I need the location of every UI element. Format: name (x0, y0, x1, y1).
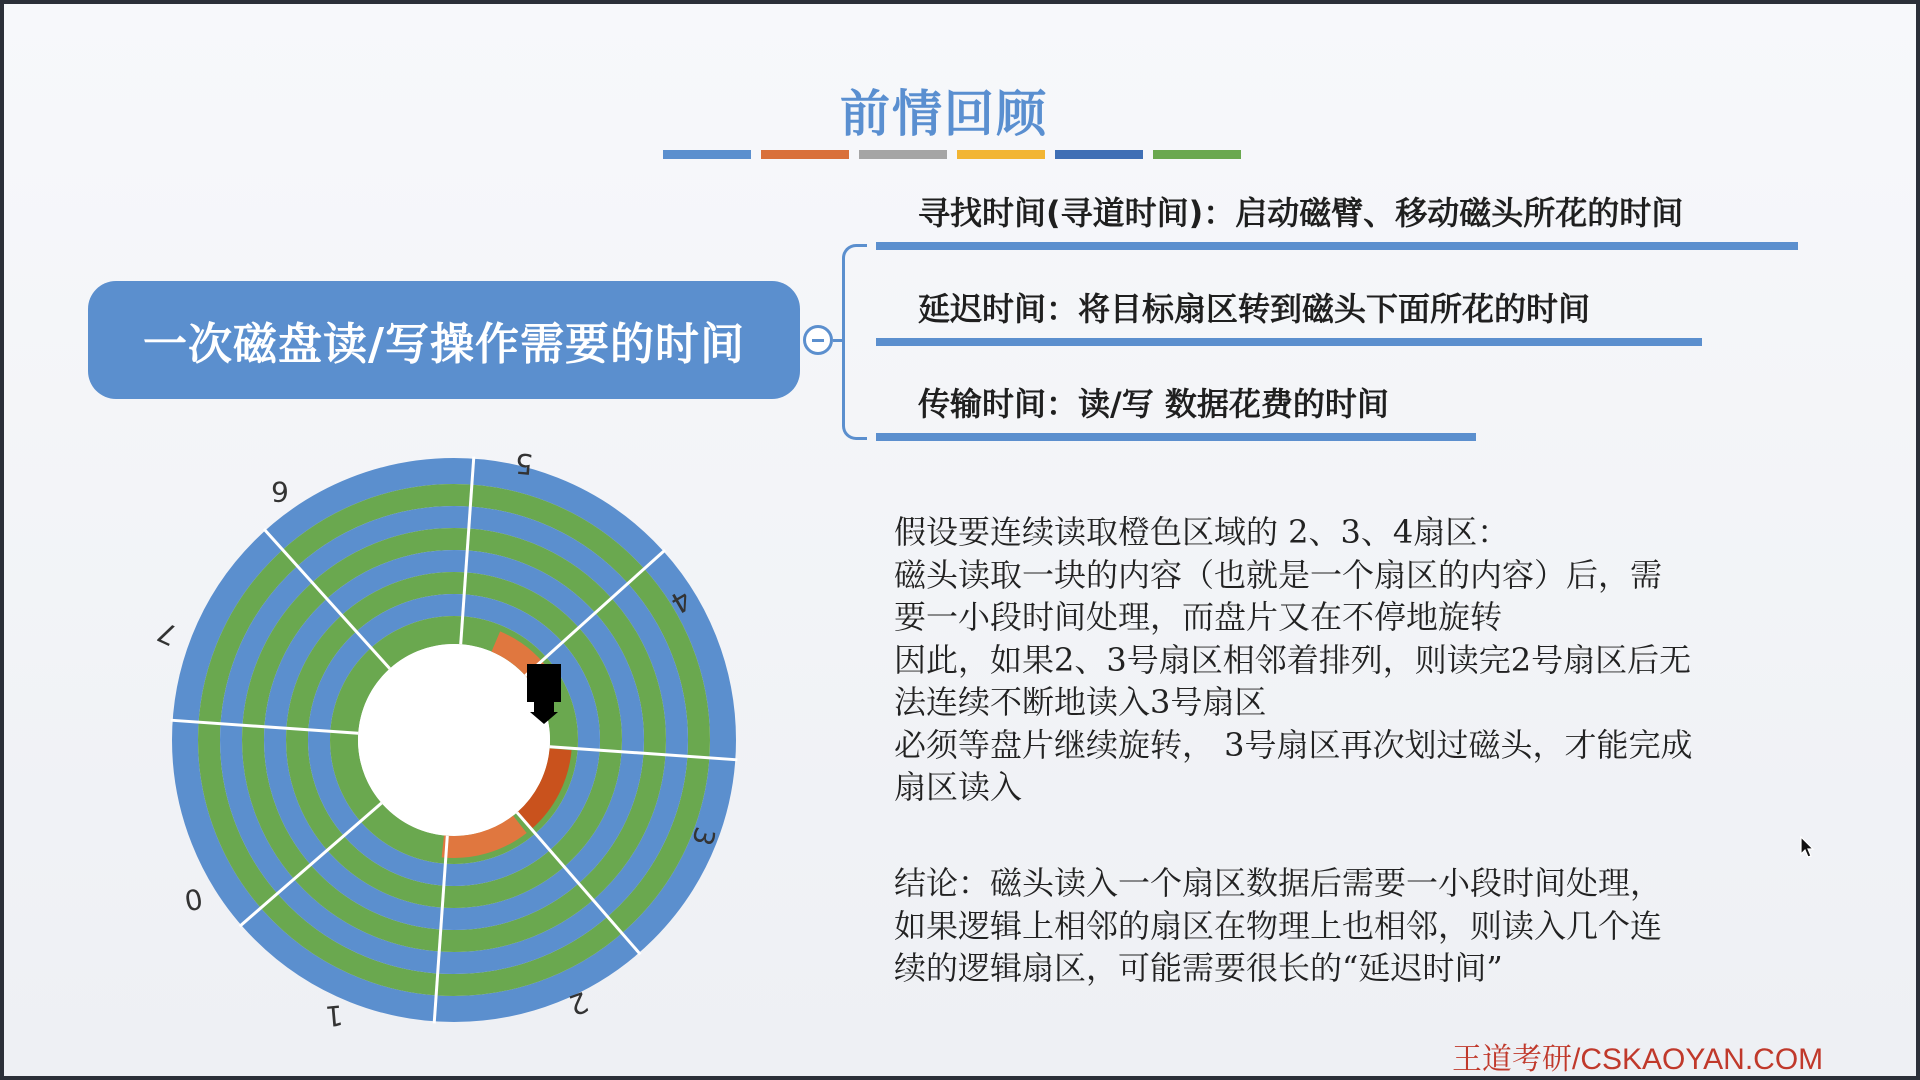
branch-line-3 (876, 433, 1476, 441)
para-line: 因此，如果2、3号扇区相邻着排列，则读完2号扇区后无 (894, 640, 1692, 679)
branch-seek-time: 寻找时间(寻道时间)：启动磁臂、移动磁头所花的时间 (918, 194, 1684, 232)
disk-rings (185, 471, 723, 1009)
para-line: 假设要连续读取橙色区域的 2、3、4扇区： (894, 513, 1510, 551)
main-topic-box (88, 281, 800, 399)
para-line: 要一小段时间处理，而盘片又在不停地旋转 (894, 598, 1503, 636)
main-topic-text: 一次磁盘读/写操作需要的时间 (142, 319, 746, 370)
slide (4, 4, 1916, 1076)
disk-svg (154, 440, 754, 1040)
branch-transfer-time: 传输时间：读/写 数据花费的时间 (918, 385, 1389, 423)
para-line: 如果逻辑上相邻的扇区在物理上也相邻，则读入几个连 (894, 906, 1663, 945)
explanation-paragraph (894, 511, 1794, 809)
color-segment-5 (1055, 150, 1143, 159)
mindmap-bracket (842, 244, 867, 440)
color-segment-6 (1153, 150, 1241, 159)
para-line: 必须等盘片继续旋转， 3号扇区再次划过磁头，才能完成 (894, 725, 1693, 764)
color-segment-1 (663, 150, 751, 159)
para-line: 扇区读入 (894, 768, 1023, 806)
sector-label-0: 0 (182, 882, 206, 919)
disk-hub (358, 644, 550, 836)
para-line: 续的逻辑扇区，可能需要很长的“延迟时间” (894, 949, 1503, 987)
mouse-cursor-icon (1800, 836, 1816, 860)
color-segment-4 (957, 150, 1045, 159)
branch-line-1 (876, 242, 1798, 250)
sector-label-4: 4 (664, 582, 697, 621)
sector-label-6: 6 (271, 475, 289, 508)
title-color-bar (663, 150, 1241, 159)
footer-watermark: 王道考研/CSKAOYAN.COM (1452, 1043, 1824, 1076)
para-line: 结论：磁头读入一个扇区数据后需要一小段时间处理， (894, 864, 1663, 902)
para-line: 磁头读取一块的内容（也就是一个扇区的内容）后，需 (894, 555, 1663, 594)
slide-title: 前情回顾 (840, 85, 1048, 143)
sector-label-7: 7 (154, 614, 183, 653)
branch-line-2 (876, 338, 1702, 346)
collapse-icon[interactable] (803, 325, 833, 355)
color-segment-3 (859, 150, 947, 159)
sector-label-2: 2 (564, 984, 593, 1022)
conclusion-paragraph (894, 862, 1794, 990)
sector-label-5: 5 (513, 446, 535, 481)
disk-diagram (154, 440, 754, 1044)
para-line: 法连续不断地读入3号扇区 (894, 683, 1267, 721)
sector-label-1: 1 (323, 998, 345, 1033)
branch-rotational-delay: 延迟时间：将目标扇区转到磁头下面所花的时间 (918, 290, 1591, 328)
sector-label-3: 3 (685, 823, 722, 850)
color-segment-2 (761, 150, 849, 159)
